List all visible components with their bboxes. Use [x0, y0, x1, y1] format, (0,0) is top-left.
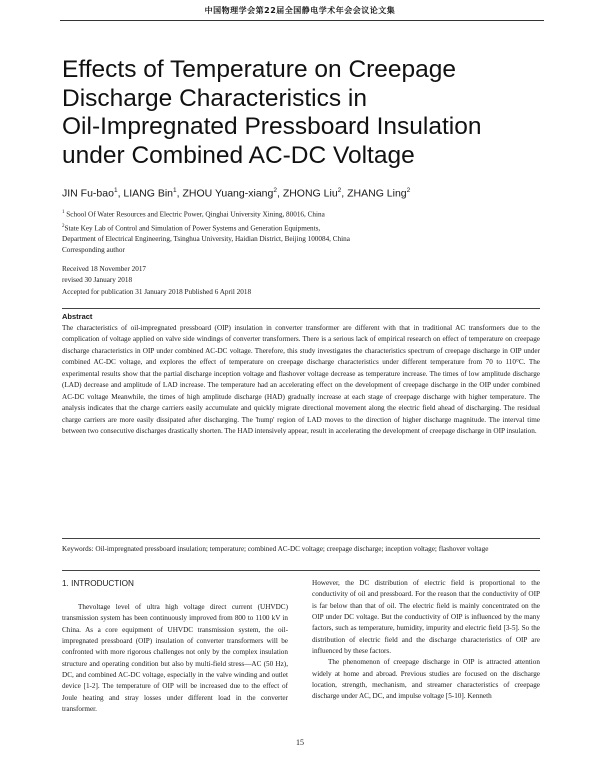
- affiliation-2-continued: Department of Electrical Engineering, Tsinghua University, Haidian District, Beijing 100084, China: [62, 235, 350, 244]
- running-header: 中国物理学会第22届全国静电学术年会会议论文集: [204, 6, 396, 15]
- intro-paragraph-left: Thevoltage level of ultra high voltage direct current (UHVDC) transmission system has been continuously improved from 800 to 1100 kV in China. As a core equipment of UHVDC transmission system, the oil-impregnated pressboard (OIP) insulation of converter transformers will be confronted with more rigorous challenges not only by the complex insulation structure and operating condition but also by multi-field stress—AC (50 Hz), DC, and combined AC-DC voltage, especially in the valve winding and outlet device [1-2]. The temperature of OIP will be increased due to the effect of Joule heating and stray losses under different load in the converter transformer.: [62, 603, 288, 714]
- keywords: Keywords: Oil-impregnated pressboard insulation; temperature; combined AC-DC voltage; creepage discharge; inception voltage; flashover voltage: [62, 545, 489, 553]
- intro-paragraph-right-2: The phenomenon of creepage discharge in OIP is attracted attention widely at home and abroad. Previous studies are focused on the discharge location, strength, mechanism, and streamer characteristics of creepage discharge under AC, DC, and impulse voltage [5-10]. Kenneth: [312, 658, 540, 701]
- author-mark: 2: [273, 187, 277, 194]
- author-mark: 2: [406, 187, 411, 194]
- section-heading-introduction: 1. INTRODUCTION: [62, 579, 134, 588]
- revised-date: revised 30 January 2018: [62, 276, 133, 285]
- keywords-top-rule: [62, 538, 540, 539]
- title-line-1: Effects of Temperature on Creepage: [62, 56, 457, 83]
- accepted-date: Accepted for publication 31 January 2018 Published 6 April 2018: [62, 287, 252, 296]
- right-column: [312, 578, 540, 703]
- author-mark: 1: [173, 187, 177, 194]
- intro-paragraph-right-1: However, the DC distribution of electric field is proportional to the conductivity of oil and pressboard. For the reason that the conductivity of OIP is far below than that of oil. The electric field is mainly concentrated on the OIP under DC voltage. But the conductivity of OIP is influenced by the many factors, such as temperature, humidity, impurity and electric field [3-5]. So the distribution of electric field and the discharge characteristics of OIP are influenced by these factors.: [312, 579, 540, 656]
- author-name: LIANG Bin: [123, 187, 174, 200]
- received-date: Received 18 November 2017: [62, 265, 147, 273]
- affiliations: [62, 207, 542, 257]
- paper-title: [62, 56, 542, 170]
- corresponding-author-note: Corresponding author: [62, 246, 125, 255]
- title-line-2: Discharge Characteristics in: [62, 84, 367, 112]
- affiliation-1: $^1$ School Of Water Resources and Electric Power, Qinghai University Xining, 80016, China: [62, 210, 325, 219]
- affiliation-mark: 1: [62, 210, 65, 215]
- title-line-3: Oil-Impregnated Pressboard Insulation: [62, 113, 482, 140]
- abstract-top-rule: [62, 308, 540, 309]
- author-name: JIN Fu-bao: [62, 187, 114, 200]
- page-number: 15: [296, 738, 304, 747]
- author-name: ZHANG Ling: [347, 187, 407, 200]
- keywords-bottom-rule: [62, 570, 540, 571]
- author-name: ZHOU Yuang-xiang: [182, 187, 274, 200]
- publication-dates: [62, 264, 251, 298]
- title-line-4: under Combined AC-DC Voltage: [62, 141, 415, 169]
- affiliation-2: $^2$State Key Lab of Control and Simulation of Power Systems and Generation Equipments,: [62, 223, 321, 232]
- affiliation-mark: 2: [62, 223, 65, 229]
- abstract-text: The characteristics of oil-impregnated pressboard (OIP) insulation in converter transformer are different with that in traditional AC transformers due to the complication of voltage applied on valve side windings of converter transformers. There is a serious lack of empirical research on effect of temperature on creepage discharge characteristics in OIP under combined AC-DC voltage. Therefore, this study investigates the characteristics spectrum of creepage discharge in OIP under combined AC-DC voltage, and explores the effect of temperature on creepage discharge characteristics under different temperature from 70 to 110°C. The experimental results show that the partial discharge inception voltage and flashover voltage decrease as temperature increase. The times of low amplitude discharge (LAD) decrease and amplitude of LAD increase. The temperature had an accelerating effect on the development of creepage discharge in the OIP under combined AC-DC voltage Meanwhile, the times of high amplitude discharge (HAD) gradually increase at each stage of creepage discharge with higher temperature. The analysis indicates that the charge carriers easily accumulate and quickly migrate directional movement along the electric field ahead of discharging. The residual charge carriers are more easily dissipated after discharging. The 'hump' region of LAD moves to the direction of higher discharge magnitude. The interval time between two consecutive discharges drastically shorten. The HAD intensively appear, result in accelerating the development of creepage discharge in OIP insulation.: [62, 324, 540, 436]
- author-name: ZHONG Liu: [282, 187, 338, 200]
- header-rule: [60, 20, 544, 21]
- author-mark: 1: [113, 187, 118, 194]
- author-mark: 2: [337, 187, 342, 194]
- abstract-heading: Abstract: [62, 312, 93, 321]
- author-list: JIN Fu-bao$^1$, LIANG Bin$^1$, ZHOU Yuang-xiang$^2$, ZHONG Liu$^2$, ZHANG Ling$^2$: [62, 187, 411, 200]
